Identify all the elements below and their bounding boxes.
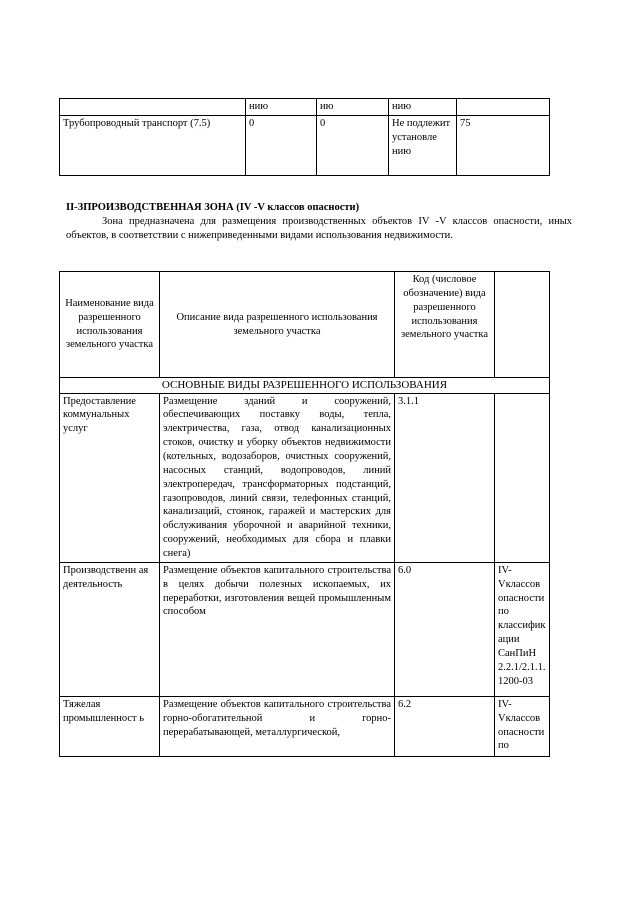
- table-cell: [60, 99, 246, 116]
- use-name-cell: Предоставление коммунальных услуг: [60, 393, 160, 562]
- use-extra-cell: IV-Vклассов опасности по: [495, 696, 550, 756]
- table-cell: [457, 99, 550, 116]
- zone-title: II-ЗПРОИЗВОДСТВЕННАЯ ЗОНА (IV -V классов опасности): [66, 202, 360, 213]
- use-description-cell: Размещение объектов капитального строительства горно-обогатительной и горно-перерабатывающей, металлургической,: [160, 696, 395, 756]
- use-name-cell: Тяжелая промышленност ь: [60, 696, 160, 756]
- use-description-cell: Размещение зданий и сооружений, обеспечивающих поставку воды, тепла, электричества, газа, отвод канализационных стоков, очистку и уборку объектов недвижимости (котельных, водозаборов, очистных сооружений, насосных станций, водопроводов, линий электропередач, трансформаторных подстанций, газопроводов, линий связи, телефонных станций, канализаций, стоянок, гаражей и мастерских для обслуживания уборочной и аварийной техники, сооружений, необходимых для сбора и плавки снега): [160, 393, 395, 562]
- land-use-table-continued: [59, 98, 550, 176]
- table-row: [60, 393, 550, 562]
- table-cell: Не подлежит установле нию: [389, 115, 457, 175]
- use-extra-cell: IV-Vклассов опасности по классифик ации СанПиН 2.2.1/2.1.1. 1200-03: [495, 562, 550, 696]
- table-header-row: [60, 272, 550, 378]
- table-row: [60, 562, 550, 696]
- section-row: [60, 378, 550, 394]
- table-cell: 0: [317, 115, 389, 175]
- use-code-cell: 6.2: [395, 696, 495, 756]
- table-cell: 0: [246, 115, 317, 175]
- use-name-cell: Производственн ая деятельность: [60, 562, 160, 696]
- use-code-cell: 6.0: [395, 562, 495, 696]
- table-row: [60, 696, 550, 756]
- table-cell: нию: [246, 99, 317, 116]
- table-cell: 75: [457, 115, 550, 175]
- table-row: [60, 99, 550, 116]
- table-cell: нию: [389, 99, 457, 116]
- use-code-cell: 3.1.1: [395, 393, 495, 562]
- section-title: ОСНОВНЫЕ ВИДЫ РАЗРЕШЕННОГО ИСПОЛЬЗОВАНИЯ: [60, 378, 550, 394]
- header-use-code: Код (числовое обозначение) вида разрешенного использования земельного участка: [395, 272, 495, 378]
- use-name-cell: Трубопроводный транспорт (7.5): [60, 115, 246, 175]
- header-use-name: Наименование вида разрешенного использования земельного участка: [60, 272, 160, 378]
- header-use-description: Описание вида разрешенного использования земельного участка: [160, 272, 395, 378]
- zone-description: Зона предназначена для размещения производственных объектов IV -V классов опасности, иных объектов, в соответствии с нижеприведенными видами использования недвижимости.: [66, 216, 572, 241]
- use-extra-cell: [495, 393, 550, 562]
- table-row: [60, 115, 550, 175]
- header-extra: [495, 272, 550, 378]
- table-cell: ию: [317, 99, 389, 116]
- use-description-cell: Размещение объектов капитального строительства в целях добычи полезных ископаемых, их переработки, изготовления вещей промышленным способом: [160, 562, 395, 696]
- land-use-table: [59, 271, 550, 757]
